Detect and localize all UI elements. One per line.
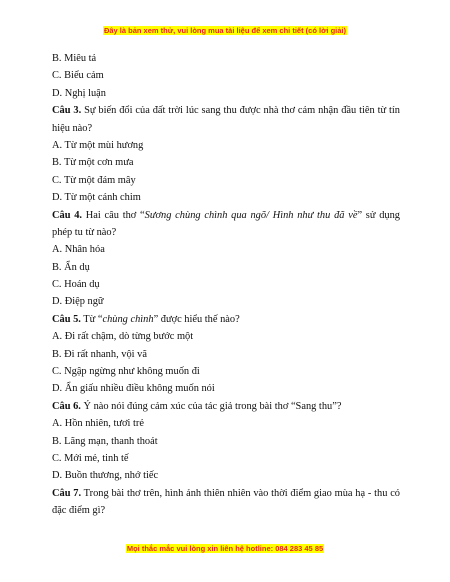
document-body (52, 50, 400, 520)
question-7-label: Câu 7. (52, 487, 82, 499)
hotline-banner (0, 544, 450, 554)
question-3 (52, 102, 400, 137)
option-line: A. Đi rất chậm, dò từng bước một (52, 331, 194, 343)
question-6-text: Ý nào nói đúng cảm xúc của tác giả trong bài thơ “Sang thu”? (80, 400, 342, 412)
question-4-label: Câu 4. (52, 209, 83, 221)
option-line: B. Ẩn dụ (52, 261, 90, 273)
question-4-line-1 (52, 207, 400, 224)
option-line: A. Hồn nhiên, tươi trẻ (52, 418, 144, 430)
option-line: C. Biểu cảm (52, 70, 104, 82)
question-5-quote: chùng chình (102, 313, 154, 325)
question-5 (52, 311, 400, 328)
question-7-line-1 (52, 485, 400, 502)
option-line: C. Từ một đám mây (52, 174, 136, 186)
preview-notice-banner (0, 26, 450, 36)
question-4-text-pre: Hai câu thơ “ (82, 209, 145, 221)
option-line: C. Ngập ngừng như không muốn đi (52, 366, 200, 378)
question-3-label: Câu 3. (52, 105, 82, 117)
question-4 (52, 207, 400, 242)
option-line: C. Mới mẻ, tinh tế (52, 452, 129, 464)
question-7-text: Trong bài thơ trên, hình ảnh thiên nhiên vào thời điểm giao mùa hạ - thu có (81, 487, 400, 499)
question-5-text-post: ” được hiểu thế nào? (153, 313, 240, 325)
question-4-quote: Sương chùng chình qua ngõ/ Hình như thu đã về (144, 209, 358, 221)
question-4-line-2: phép tu từ nào? (52, 226, 117, 238)
option-line: D. Ẩn giấu nhiều điều không muốn nói (52, 383, 215, 395)
option-line: B. Từ một cơn mưa (52, 157, 134, 169)
question-5-label: Câu 5. (52, 313, 81, 325)
question-6-label: Câu 6. (52, 400, 81, 412)
option-line: D. Nghị luận (52, 87, 106, 99)
question-4-text-post: ” sử dụng (357, 209, 400, 221)
question-7-line-2: đặc điểm gì? (52, 505, 106, 517)
hotline-text: Mọi thắc mắc vui lòng xin liên hệ hotline: 084 283 45 85 (126, 544, 324, 553)
option-line: D. Buồn thương, nhớ tiếc (52, 470, 159, 482)
option-line: D. Từ một cánh chim (52, 192, 141, 204)
question-6 (52, 398, 400, 415)
option-line: D. Điệp ngữ (52, 296, 104, 308)
option-line: A. Nhân hóa (52, 244, 105, 256)
option-line: A. Từ một mùi hương (52, 139, 144, 151)
option-line: B. Lãng mạn, thanh thoát (52, 435, 158, 447)
preview-notice-text: Đây là bản xem thử, vui lòng mua tài liệu để xem chi tiết (có lời giải) (103, 26, 347, 35)
option-line: B. Đi rất nhanh, vội vã (52, 348, 147, 360)
question-5-text-pre: Từ “ (80, 313, 103, 325)
question-3-line-1 (52, 102, 400, 119)
option-line: C. Hoán dụ (52, 279, 100, 291)
option-line: B. Miêu tả (52, 53, 97, 64)
question-3-text: Sự biến đổi của đất trời lúc sang thu được nhà thơ cảm nhận đầu tiên từ tín (81, 105, 400, 117)
question-3-line-2: hiệu nào? (52, 122, 93, 134)
question-7 (52, 485, 400, 520)
